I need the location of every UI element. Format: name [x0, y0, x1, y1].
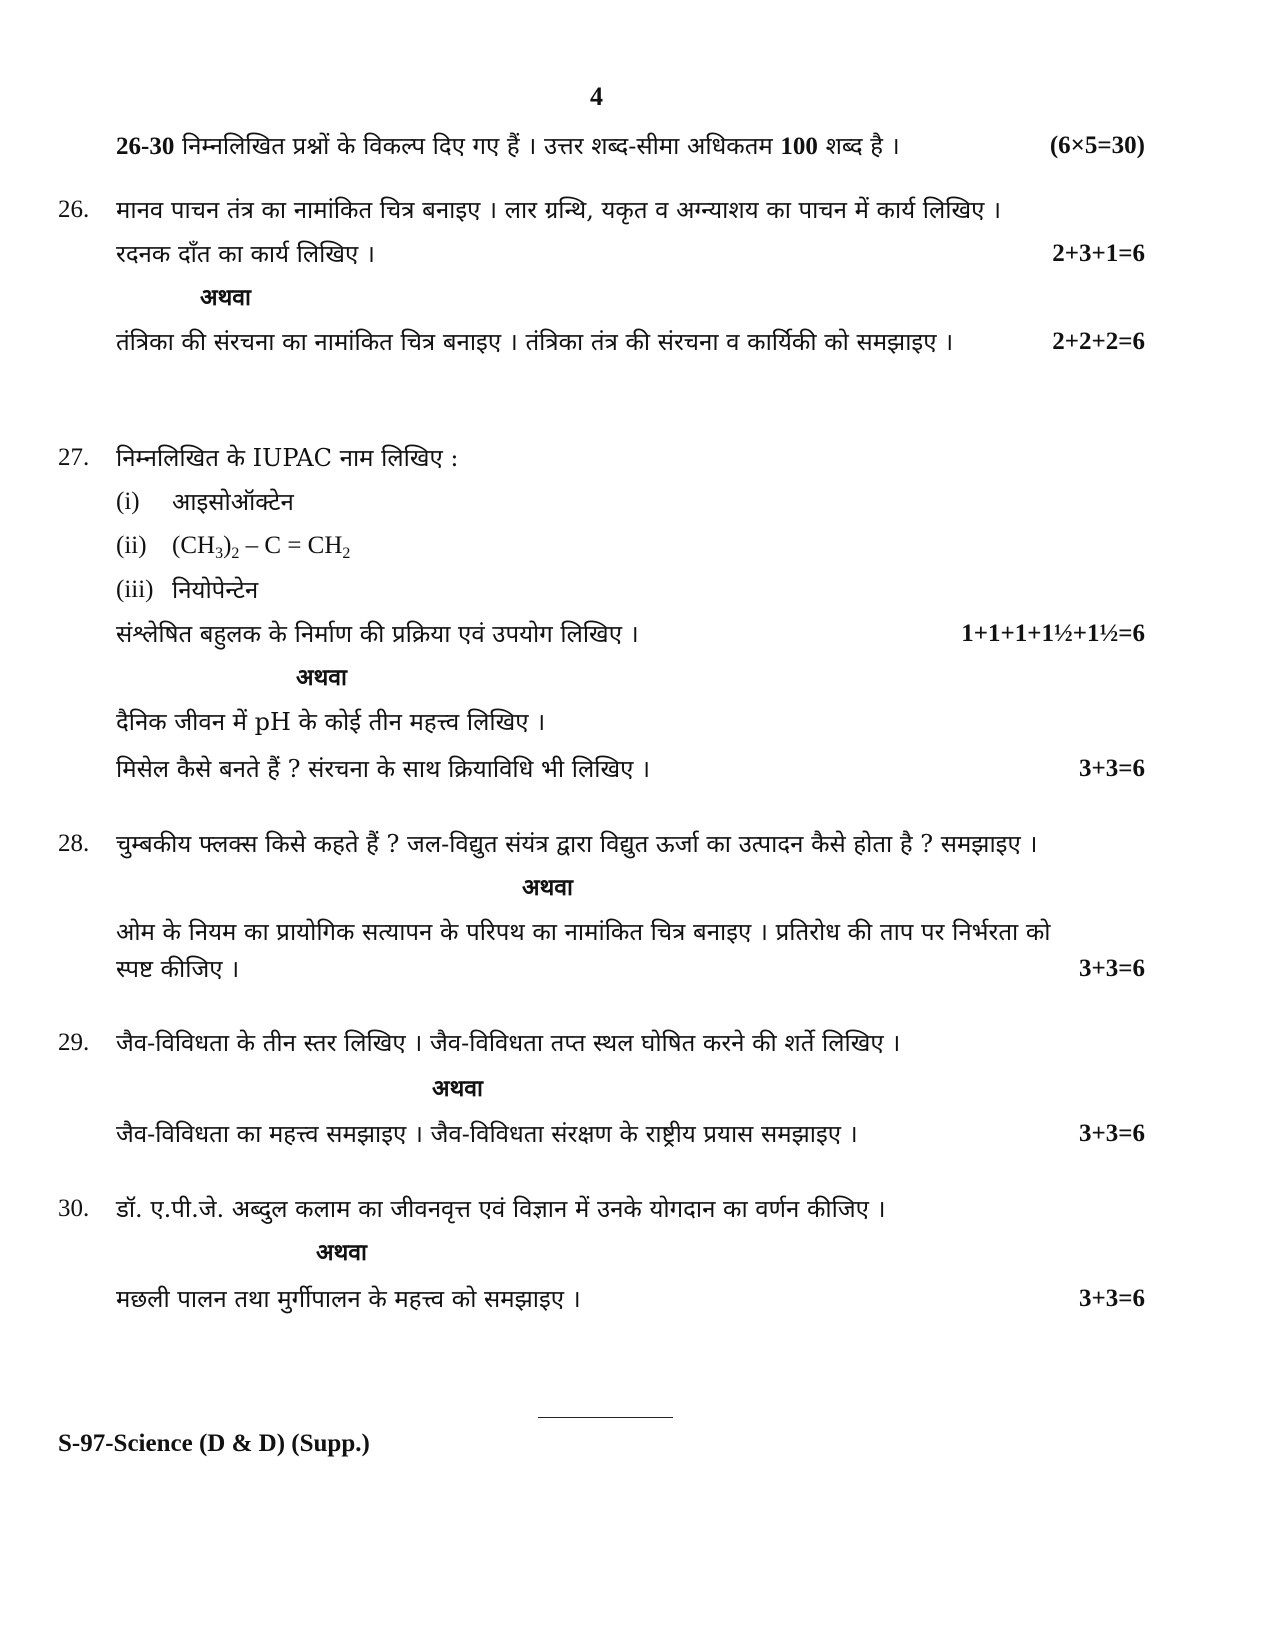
q28-alternative-line2: स्पष्ट कीजिए । [116, 955, 240, 983]
q27-or-label: अथवा [296, 664, 348, 691]
instruction-text-pre: निम्नलिखित प्रश्नों के विकल्प दिए गए हैं । उत्तर शब्द-सीमा अधिकतम [181, 132, 773, 160]
q30-alternative: मछली पालन तथा मुर्गीपालन के महत्त्व को समझाइए । [116, 1285, 581, 1313]
instruction-text-post: शब्द है । [825, 132, 900, 160]
end-rule [538, 1417, 673, 1418]
q29-or-label: अथवा [432, 1075, 484, 1102]
q27-item-formula: $(CH_3)_2 - C = CH_2$ [172, 532, 351, 562]
q29-alternative: जैव-विविधता का महत्त्व समझाइए । जैव-विविधता संरक्षण के राष्ट्रीय प्रयास समझाइए । [116, 1120, 858, 1148]
q30-line1: डॉ. ए.पी.जे. अब्दुल कलाम का जीवनवृत्त एवं विज्ञान में उनके योगदान का वर्णन कीजिए । [116, 1195, 886, 1223]
q27-alternative-marks: 3+3=6 [1079, 755, 1145, 782]
question-number-26: 26. [58, 196, 90, 223]
word-limit: 100 [780, 133, 818, 160]
q28-or-label: अथवा [522, 874, 574, 901]
q27-alternative-line1: दैनिक जीवन में pH के कोई तीन महत्त्व लिखिए । [116, 708, 546, 736]
question-range: 26-30 [116, 133, 175, 160]
q29-line1: जैव-विविधता के तीन स्तर लिखिए । जैव-विविधता तप्त स्थल घोषित करने की शर्ते लिखिए । [116, 1029, 901, 1057]
q26-marks: 2+3+1=6 [1052, 240, 1145, 267]
q27-item-label: (ii) [116, 532, 147, 559]
section-instruction [116, 131, 900, 162]
question-number-27: 27. [58, 444, 90, 471]
q27-line2: संश्लेषित बहुलक के निर्माण की प्रक्रिया एवं उपयोग लिखिए । [116, 620, 639, 648]
q26-alternative-marks: 2+2+2=6 [1052, 328, 1145, 355]
q28-line1: चुम्बकीय फ्लक्स किसे कहते हैं ? जल-विद्युत संयंत्र द्वारा विद्युत ऊर्जा का उत्पादन कैसे होता है ? समझाइए । [116, 830, 1038, 858]
q26-line1: मानव पाचन तंत्र का नामांकित चित्र बनाइए । लार ग्रन्थि, यकृत व अग्न्याशय का पाचन में कार्य लिखिए । [116, 196, 1002, 224]
question-number-29: 29. [58, 1029, 90, 1056]
q30-or-label: अथवा [316, 1239, 368, 1266]
section-marks: (6×5=30) [1049, 132, 1145, 159]
q27-alternative-line2: मिसेल कैसे बनते हैं ? संरचना के साथ क्रियाविधि भी लिखिए । [116, 755, 651, 783]
q30-marks: 3+3=6 [1079, 1285, 1145, 1312]
q28-marks: 3+3=6 [1079, 955, 1145, 982]
q27-item-text: नियोपेन्टेन [172, 576, 259, 604]
q26-alternative: तंत्रिका की संरचना का नामांकित चित्र बनाइए । तंत्रिका तंत्र की संरचना व कार्यिकी को समझाइए । [116, 328, 954, 356]
q27-item-label: (iii) [116, 576, 154, 603]
question-number-28: 28. [58, 830, 90, 857]
q28-alternative-line1: ओम के नियम का प्रायोगिक सत्यापन के परिपथ का नामांकित चित्र बनाइए । प्रतिरोध की ताप पर निर्भरता को [116, 918, 1051, 946]
q27-item-label: (i) [116, 488, 140, 515]
q29-marks: 3+3=6 [1079, 1120, 1145, 1147]
q27-intro: निम्नलिखित के IUPAC नाम लिखिए : [116, 444, 459, 472]
question-number-30: 30. [58, 1195, 90, 1222]
page-number: 4 [590, 82, 603, 111]
q26-line2: रदनक दाँत का कार्य लिखिए । [116, 240, 376, 268]
q27-item-text: आइसोऑक्टेन [172, 488, 294, 516]
q26-or-label: अथवा [200, 284, 252, 311]
paper-code-footer: S-97-Science (D & D) (Supp.) [58, 1430, 370, 1457]
q27-marks: 1+1+1+1½+1½=6 [961, 620, 1145, 647]
